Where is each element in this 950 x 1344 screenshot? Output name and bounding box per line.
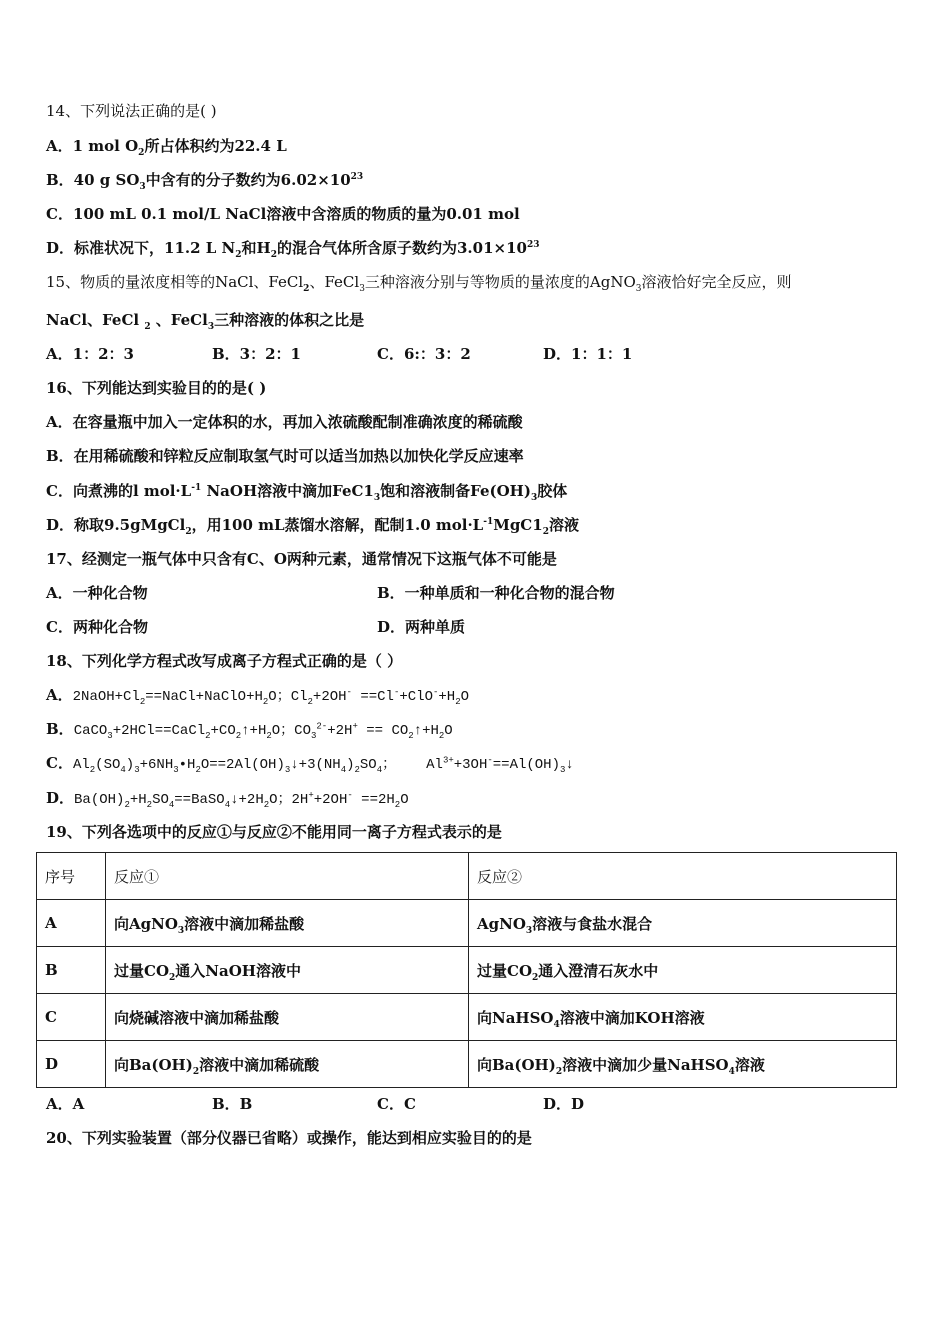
q19-option-c: C．C (377, 1095, 416, 1113)
row-reaction-1: 向$Ba(OH)_2$溶液中滴加稀硫酸 (106, 1041, 469, 1088)
q18-option-d: D．$Ba(OH)_2+H_2SO_4==BaSO_4↓+2H_2O$；$2H^++2OH^- ==2H_2O$ (46, 789, 409, 810)
table-row (37, 947, 897, 994)
row-id: C (37, 994, 106, 1041)
header-reaction-2: 反应② (469, 853, 897, 900)
header-reaction-1: 反应① (106, 853, 469, 900)
q18-option-b: B．$CaCO_3+2HCl==CaCl_2+CO_2↑+H_2O$；$CO_3^{2-}+2H^+$ == $CO_2↑+H_2O$ (46, 720, 453, 741)
q15-option-a: A．1：2：3 (46, 345, 134, 363)
q14-option-c: C．100 mL 0.1 mol/L NaCl溶液中含溶质的物质的量为0.01 mol (46, 205, 520, 223)
q19-option-b: B．B (212, 1095, 253, 1113)
q19-option-d: D．D (543, 1095, 585, 1113)
q19-option-a: A．A (46, 1095, 85, 1113)
q16-option-c: C．向煮沸的l $mol\cdot L^{-1}$ NaOH溶液中滴加$FeC1_3$饱和溶液制备$Fe(OH)_3$胶体 (46, 482, 568, 503)
row-id: D (37, 1041, 106, 1088)
q15-stem-line2: NaCl、FeCl $_2$ 、FeCl$_3$三种溶液的体积之比是 (46, 311, 365, 332)
q15-option-c: C．6:：3：2 (377, 345, 471, 363)
row-reaction-2: 过量$CO_2$通入澄清石灰水中 (469, 947, 897, 994)
q14-option-a: A．1 mol $O_2$所占体积约为22.4 L (46, 137, 287, 158)
q17-stem: 17、经测定一瓶气体中只含有C、O两种元素，通常情况下这瓶气体不可能是 (46, 550, 557, 568)
q20-stem: 20、下列实验装置（部分仪器已省略）或操作，能达到相应实验目的的是 (46, 1129, 532, 1147)
q15-option-b: B．3：2：1 (212, 345, 301, 363)
q18-option-a: A．$2NaOH+Cl_2==NaCl+NaClO+H_2O$；$Cl_2+2OH^- ==Cl^-+ClO^-+H_2O$ (46, 686, 469, 707)
table-row (37, 1041, 897, 1088)
row-reaction-2: 向$Ba(OH)_2$溶液中滴加少量NaHSO$_4$溶液 (469, 1041, 897, 1088)
q19-stem: 19、下列各选项中的反应①与反应②不能用同一离子方程式表示的是 (46, 823, 502, 841)
row-reaction-2: 向NaHSO$_4$溶液中滴加KOH溶液 (469, 994, 897, 1041)
q16-option-d: D．称取9.5gMgCl$_2$，用100 mL蒸馏水溶解，配制1.0 $mol\cdot L^{-1}MgC1_2$溶液 (46, 516, 579, 537)
table-row (37, 900, 897, 947)
q14-option-d: D．标准状况下，11.2 L $N_2$和$H_2$的混合气体所含原子数约为$3.01\times 10^{23}$ (46, 239, 540, 260)
q15-stem-line1: 15、物质的量浓度相等的NaCl、FeCl$_2$、FeCl$_3$三种溶液分别与等物质的量浓度的AgNO$_3$溶液恰好完全反应，则 (46, 273, 792, 294)
q17-option-d: D．两种单质 (377, 618, 466, 636)
q17-option-a: A．一种化合物 (46, 584, 148, 602)
row-id: A (37, 900, 106, 947)
row-reaction-1: 向AgNO$_3$溶液中滴加稀盐酸 (106, 900, 469, 947)
q16-option-b: B．在用稀硫酸和锌粒反应制取氢气时可以适当加热以加快化学反应速率 (46, 447, 524, 465)
table-header-row (37, 853, 897, 900)
q16-stem: 16、下列能达到实验目的的是( ) (46, 379, 267, 397)
row-id: B (37, 947, 106, 994)
row-reaction-1: 向烧碱溶液中滴加稀盐酸 (106, 994, 469, 1041)
q18-stem: 18、下列化学方程式改写成离子方程式正确的是（ ） (46, 652, 403, 670)
header-seq: 序号 (37, 853, 106, 900)
q17-option-b: B．一种单质和一种化合物的混合物 (377, 584, 615, 602)
q17-option-c: C．两种化合物 (46, 618, 148, 636)
q14-stem: 14、下列说法正确的是( ) (46, 102, 217, 120)
q16-option-a: A．在容量瓶中加入一定体积的水，再加入浓硫酸配制准确浓度的稀硫酸 (46, 413, 523, 431)
row-reaction-2: AgNO$_3$溶液与食盐水混合 (469, 900, 897, 947)
row-reaction-1: 过量$CO_2$通入NaOH溶液中 (106, 947, 469, 994)
q15-option-d: D．1：1：1 (543, 345, 633, 363)
q18-option-c: C．$Al_2(SO_4)_3+6NH_3•H_2O==2Al(OH)_3↓+3(NH_4)_2SO_4$； $Al^{3+}+3OH^-==Al(OH)_3↓$ (46, 754, 574, 775)
table-row (37, 994, 897, 1041)
q19-table (36, 852, 897, 1088)
q14-option-b: B．40 g $SO_3$中含有的分子数约为$6.02\times 10^{23}$ (46, 171, 364, 192)
